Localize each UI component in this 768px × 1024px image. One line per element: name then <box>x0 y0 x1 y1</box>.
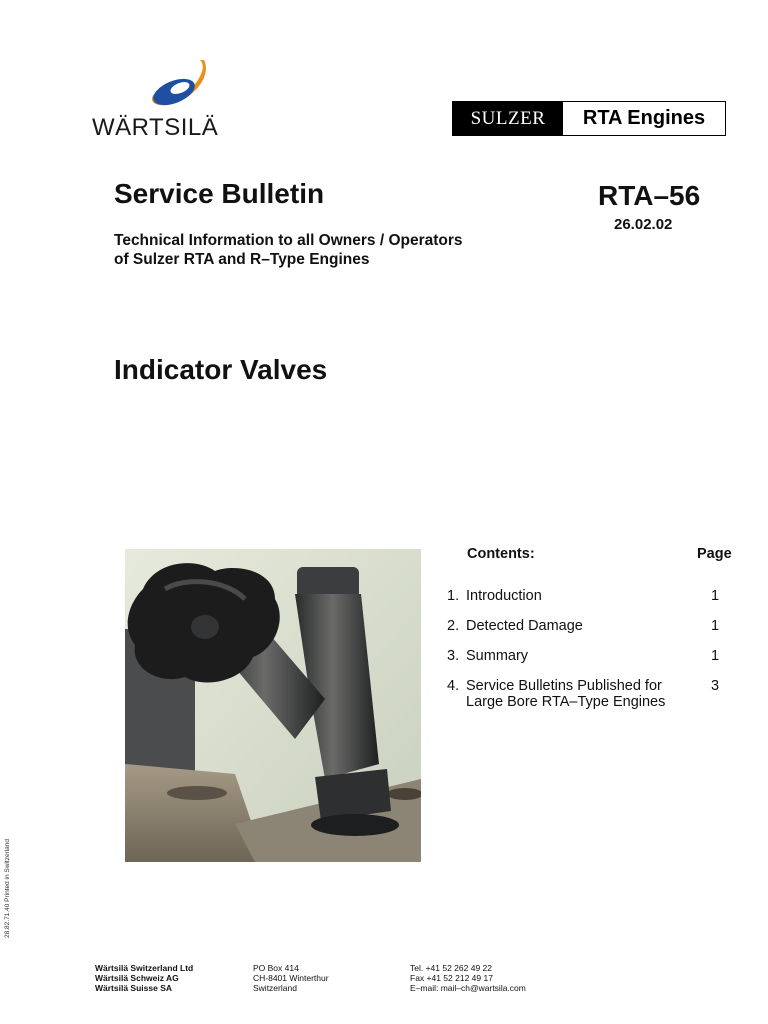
sulzer-brand-label: SULZER <box>453 102 563 135</box>
toc-page: 1 <box>711 588 720 604</box>
wartsila-swirl-icon <box>142 54 210 112</box>
document-subtitle <box>114 231 463 269</box>
footer-line: E–mail: mail–ch@wartsila.com <box>410 983 526 993</box>
toc-label-line: Large Bore RTA–Type Engines <box>466 694 666 710</box>
wartsila-logo <box>92 54 236 144</box>
company-wordmark: WÄRTSILÄ <box>92 114 219 141</box>
toc-page: 1 <box>711 618 720 634</box>
subtitle-line: of Sulzer RTA and R–Type Engines <box>114 251 370 268</box>
footer-line: Wärtsilä Schweiz AG <box>95 973 179 983</box>
footer-line: CH-8401 Winterthur <box>253 973 329 983</box>
footer-line: Switzerland <box>253 983 297 993</box>
toc-label-line: Service Bulletins Published for <box>466 678 662 694</box>
document-title: Service Bulletin <box>114 178 325 209</box>
toc-number: 2. <box>447 618 460 634</box>
contents-heading: Contents: <box>467 546 535 562</box>
footer-line: Tel. +41 52 262 49 22 <box>410 963 492 973</box>
toc-label: Detected Damage <box>466 618 583 634</box>
footer-company-names <box>95 963 193 993</box>
bulletin-topic: Indicator Valves <box>114 354 328 385</box>
footer-contact <box>410 963 526 993</box>
subtitle-line: Technical Information to all Owners / Operators <box>114 232 463 249</box>
footer-line: Wärtsilä Switzerland Ltd <box>95 963 194 973</box>
footer-address <box>253 963 329 993</box>
page-column-heading: Page <box>697 546 732 562</box>
indicator-valve-photo <box>125 549 421 862</box>
toc-number: 3. <box>447 648 460 664</box>
footer-line: Wärtsilä Suisse SA <box>95 983 173 993</box>
toc-label: Summary <box>466 648 529 664</box>
print-reference-note: 28.82.71.40 Printed in Switzerland <box>4 838 11 938</box>
toc-number: 1. <box>447 588 460 604</box>
bulletin-date: 26.02.02 <box>614 216 673 233</box>
sulzer-badge <box>452 101 726 136</box>
bulletin-number: RTA–56 <box>598 180 701 211</box>
product-label: RTA Engines <box>582 107 706 129</box>
toc-page: 1 <box>711 648 720 664</box>
footer-line: PO Box 414 <box>253 963 299 973</box>
footer-line: Fax +41 52 212 49 17 <box>410 973 493 983</box>
toc-page: 3 <box>711 678 720 694</box>
toc-number: 4. <box>447 678 460 694</box>
toc-label: Introduction <box>466 588 542 604</box>
toc-label <box>466 678 696 710</box>
